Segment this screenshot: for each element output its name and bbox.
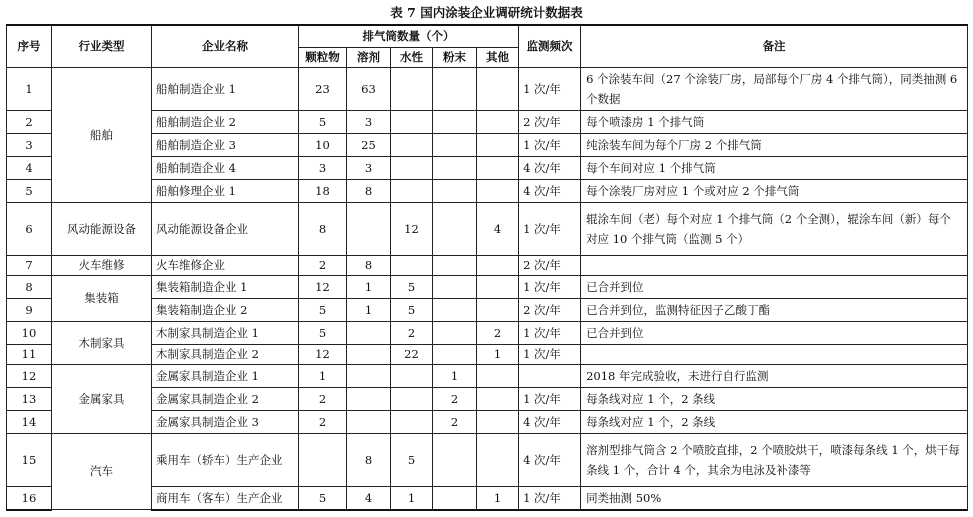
cell-water: 5: [391, 433, 433, 486]
cell-company: 金属家具制造企业 2: [152, 387, 299, 410]
table-row: [7, 275, 968, 298]
cell-note: 每个涂装厂房对应 1 个或对应 2 个排气筒: [581, 179, 968, 202]
cell-powder: [433, 298, 477, 321]
header-frequency: 监测频次: [519, 25, 581, 67]
header-particulate: 颗粒物: [299, 47, 347, 67]
cell-powder: 1: [433, 364, 477, 387]
cell-solvent: [347, 202, 391, 255]
cell-industry: 木制家具: [52, 321, 152, 364]
cell-company: 木制家具制造企业 2: [152, 344, 299, 364]
cell-no: 11: [7, 344, 52, 364]
cell-solvent: [347, 364, 391, 387]
cell-frequency: 4 次/年: [519, 156, 581, 179]
cell-company: 船舶制造企业 4: [152, 156, 299, 179]
table-body: [7, 67, 968, 510]
cell-frequency: 1 次/年: [519, 133, 581, 156]
cell-particulate: 5: [299, 298, 347, 321]
cell-frequency: 4 次/年: [519, 433, 581, 486]
cell-frequency: 4 次/年: [519, 179, 581, 202]
cell-other: [477, 298, 519, 321]
cell-powder: [433, 202, 477, 255]
cell-no: 10: [7, 321, 52, 344]
cell-note: 2018 年完成验收，未进行自行监测: [581, 364, 968, 387]
cell-no: 12: [7, 364, 52, 387]
cell-frequency: 4 次/年: [519, 410, 581, 433]
cell-frequency: 2 次/年: [519, 255, 581, 275]
survey-table: [6, 24, 968, 511]
cell-no: 6: [7, 202, 52, 255]
cell-industry: 火车维修: [52, 255, 152, 275]
cell-note: 6 个涂装车间（27 个涂装厂房，局部每个厂房 4 个排气筒），同类抽测 6 个数据: [581, 67, 968, 110]
cell-company: 船舶制造企业 2: [152, 110, 299, 133]
cell-company: 船舶制造企业 1: [152, 67, 299, 110]
table-row: [7, 67, 968, 110]
cell-other: [477, 433, 519, 486]
cell-water: [391, 67, 433, 110]
table-row: [7, 321, 968, 344]
cell-note: [581, 344, 968, 364]
cell-powder: 2: [433, 410, 477, 433]
cell-frequency: 1 次/年: [519, 344, 581, 364]
header-company: 企业名称: [152, 25, 299, 67]
table-row: [7, 364, 968, 387]
cell-no: 2: [7, 110, 52, 133]
cell-frequency: 1 次/年: [519, 486, 581, 510]
cell-company: 集装箱制造企业 1: [152, 275, 299, 298]
cell-no: 13: [7, 387, 52, 410]
cell-company: 商用车（客车）生产企业: [152, 486, 299, 510]
cell-particulate: 5: [299, 486, 347, 510]
table-row: [7, 410, 968, 433]
header-industry: 行业类型: [52, 25, 152, 67]
cell-frequency: 1 次/年: [519, 202, 581, 255]
cell-other: 1: [477, 486, 519, 510]
header-other: 其他: [477, 47, 519, 67]
cell-company: 船舶制造企业 3: [152, 133, 299, 156]
cell-other: [477, 179, 519, 202]
cell-water: 12: [391, 202, 433, 255]
cell-solvent: 3: [347, 110, 391, 133]
cell-water: 2: [391, 321, 433, 344]
cell-note: 同类抽测 50%: [581, 486, 968, 510]
cell-other: [477, 255, 519, 275]
cell-water: [391, 133, 433, 156]
cell-solvent: 4: [347, 486, 391, 510]
cell-solvent: [347, 321, 391, 344]
cell-powder: [433, 133, 477, 156]
cell-solvent: 8: [347, 255, 391, 275]
cell-other: [477, 275, 519, 298]
cell-powder: [433, 486, 477, 510]
cell-water: 5: [391, 298, 433, 321]
cell-water: 1: [391, 486, 433, 510]
cell-company: 火车维修企业: [152, 255, 299, 275]
table-row: [7, 133, 968, 156]
cell-industry: 风动能源设备: [52, 202, 152, 255]
cell-particulate: [299, 433, 347, 486]
header-water: 水性: [391, 47, 433, 67]
cell-company: 金属家具制造企业 3: [152, 410, 299, 433]
cell-note: 每条线对应 1 个，2 条线: [581, 410, 968, 433]
header-powder: 粉末: [433, 47, 477, 67]
table-row: [7, 298, 968, 321]
cell-other: [477, 67, 519, 110]
cell-water: [391, 410, 433, 433]
cell-particulate: 1: [299, 364, 347, 387]
table-row: [7, 156, 968, 179]
header-exhaust-group: 排气筒数量（个）: [299, 25, 519, 47]
cell-water: [391, 387, 433, 410]
cell-company: 木制家具制造企业 1: [152, 321, 299, 344]
cell-note: 已合并到位: [581, 321, 968, 344]
cell-frequency: 1 次/年: [519, 275, 581, 298]
cell-note: 已合并到位: [581, 275, 968, 298]
cell-other: 1: [477, 344, 519, 364]
cell-no: 7: [7, 255, 52, 275]
cell-other: [477, 387, 519, 410]
cell-water: [391, 179, 433, 202]
cell-company: 乘用车（轿车）生产企业: [152, 433, 299, 486]
table-row: [7, 179, 968, 202]
cell-company: 风动能源设备企业: [152, 202, 299, 255]
cell-other: [477, 364, 519, 387]
cell-powder: [433, 110, 477, 133]
cell-particulate: 5: [299, 110, 347, 133]
cell-water: [391, 255, 433, 275]
cell-note: 溶剂型排气筒含 2 个喷胶直排，2 个喷胶烘干，喷漆每条线 1 个，烘干每条线 1 个，合计 4 个，其余为电泳及补漆等: [581, 433, 968, 486]
cell-solvent: 1: [347, 275, 391, 298]
cell-water: [391, 364, 433, 387]
cell-no: 15: [7, 433, 52, 486]
table-caption: 表 7 国内涂装企业调研统计数据表: [390, 5, 583, 20]
cell-no: 1: [7, 67, 52, 110]
cell-note: 每个车间对应 1 个排气筒: [581, 156, 968, 179]
cell-frequency: 1 次/年: [519, 321, 581, 344]
table-row: [7, 202, 968, 255]
cell-powder: [433, 156, 477, 179]
cell-water: 22: [391, 344, 433, 364]
cell-industry: 集装箱: [52, 275, 152, 321]
cell-frequency: 2 次/年: [519, 110, 581, 133]
cell-company: 集装箱制造企业 2: [152, 298, 299, 321]
cell-frequency: 2 次/年: [519, 298, 581, 321]
cell-particulate: 12: [299, 344, 347, 364]
cell-water: [391, 110, 433, 133]
cell-no: 9: [7, 298, 52, 321]
cell-particulate: 2: [299, 387, 347, 410]
cell-powder: [433, 344, 477, 364]
cell-company: 金属家具制造企业 1: [152, 364, 299, 387]
cell-no: 16: [7, 486, 52, 510]
cell-particulate: 2: [299, 410, 347, 433]
cell-note: 每个喷漆房 1 个排气筒: [581, 110, 968, 133]
cell-industry: 船舶: [52, 67, 152, 202]
table-row: [7, 433, 968, 486]
table-row: [7, 255, 968, 275]
cell-note: 已合并到位，监测特征因子乙酸丁酯: [581, 298, 968, 321]
header-note: 备注: [581, 25, 968, 67]
cell-powder: 2: [433, 387, 477, 410]
cell-no: 3: [7, 133, 52, 156]
cell-note: 辊涂车间（老）每个对应 1 个排气筒（2 个全测），辊涂车间（新）每个对应 10 个排气筒（监测 5 个）: [581, 202, 968, 255]
cell-other: [477, 156, 519, 179]
cell-other: [477, 110, 519, 133]
cell-powder: [433, 275, 477, 298]
cell-powder: [433, 179, 477, 202]
cell-water: 5: [391, 275, 433, 298]
cell-solvent: 3: [347, 156, 391, 179]
table-row: [7, 344, 968, 364]
cell-note: 每条线对应 1 个，2 条线: [581, 387, 968, 410]
cell-other: [477, 133, 519, 156]
cell-company: 船舶修理企业 1: [152, 179, 299, 202]
cell-note: 纯涂装车间为每个厂房 2 个排气筒: [581, 133, 968, 156]
cell-industry: 金属家具: [52, 364, 152, 433]
cell-powder: [433, 321, 477, 344]
cell-industry: 汽车: [52, 433, 152, 510]
table-row: [7, 387, 968, 410]
header-row-1: [7, 25, 968, 47]
table-row: [7, 110, 968, 133]
cell-particulate: 2: [299, 255, 347, 275]
cell-solvent: 8: [347, 179, 391, 202]
cell-solvent: 1: [347, 298, 391, 321]
cell-particulate: 23: [299, 67, 347, 110]
cell-particulate: 5: [299, 321, 347, 344]
cell-solvent: [347, 344, 391, 364]
cell-no: 4: [7, 156, 52, 179]
cell-other: 4: [477, 202, 519, 255]
cell-powder: [433, 67, 477, 110]
header-solvent: 溶剂: [347, 47, 391, 67]
cell-particulate: 10: [299, 133, 347, 156]
cell-powder: [433, 433, 477, 486]
table-row: [7, 486, 968, 510]
cell-frequency: [519, 364, 581, 387]
cell-solvent: 8: [347, 433, 391, 486]
cell-no: 5: [7, 179, 52, 202]
cell-particulate: 18: [299, 179, 347, 202]
cell-other: [477, 410, 519, 433]
cell-frequency: 1 次/年: [519, 387, 581, 410]
cell-water: [391, 156, 433, 179]
cell-solvent: [347, 387, 391, 410]
cell-note: [581, 255, 968, 275]
cell-particulate: 3: [299, 156, 347, 179]
cell-no: 14: [7, 410, 52, 433]
cell-other: 2: [477, 321, 519, 344]
cell-particulate: 8: [299, 202, 347, 255]
cell-particulate: 12: [299, 275, 347, 298]
cell-solvent: 25: [347, 133, 391, 156]
cell-solvent: [347, 410, 391, 433]
cell-solvent: 63: [347, 67, 391, 110]
header-no: 序号: [7, 25, 52, 67]
cell-no: 8: [7, 275, 52, 298]
cell-frequency: 1 次/年: [519, 67, 581, 110]
cell-powder: [433, 255, 477, 275]
